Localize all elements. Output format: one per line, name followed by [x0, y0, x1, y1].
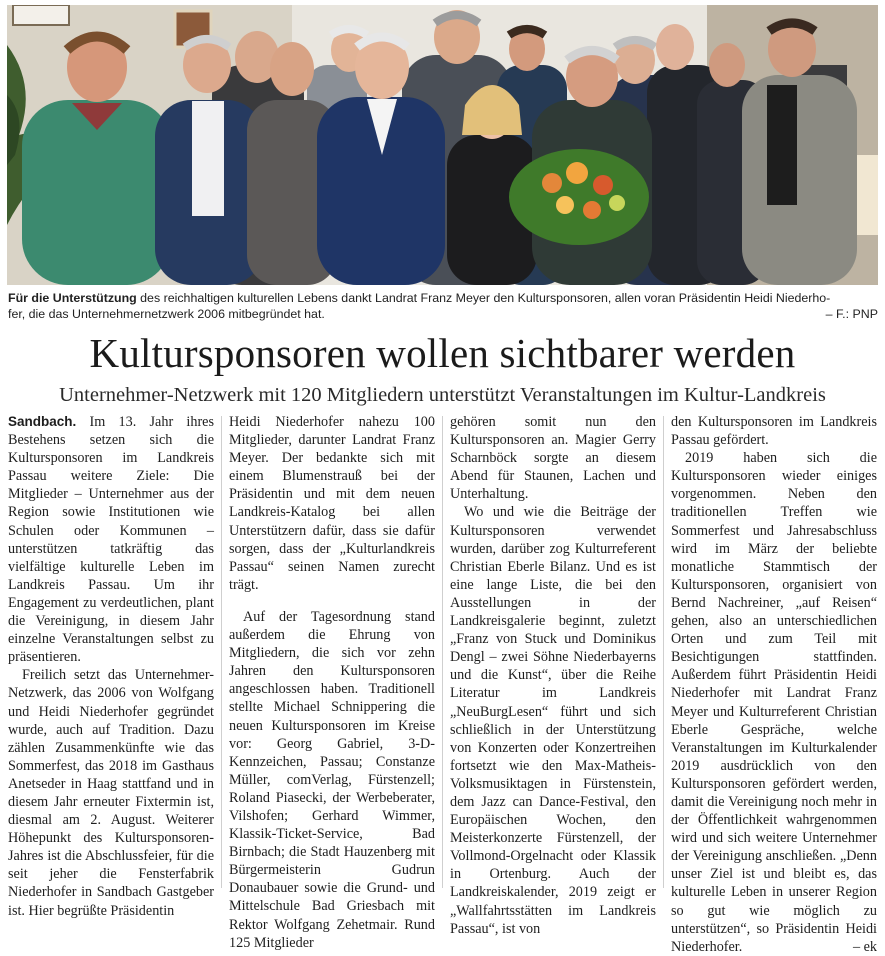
- group-photo-illustration: [7, 5, 878, 285]
- photo-credit: – F.: PNP: [825, 307, 878, 321]
- article-paragraph: [671, 449, 877, 956]
- paragraph-text: Im 13. Jahr ihres Bestehens setzen sich die Kultursponsoren im Landkreis Passau weitere Ziele: Die Mitglieder – Unternehmer aus der Region sowie Institutionen wie Schulen oder Kommunen – unterstützen tatkräftig das vielfältige kulturelle Leben im Landkreis Passau. Um ihr Engagement zu verdeutlichen, plant die Vereinigung, in diesem Jahr einzelne Veranstaltungen selbst zu präsentieren.: [8, 414, 215, 666]
- article-paragraph: [8, 413, 214, 666]
- article-column-2: [229, 413, 435, 952]
- article-paragraph: Auf der Tagesordnung stand außerdem die Ehrung von Mitgliedern, die sich vor zehn Jahren den Kultursponsoren angeschlossen haben. Traditionell stellte Michael Schnippering die neuen Kultursponsoren im Kreise vor: Georg Gabriel, 3-D-Kennzeichen, Passau; Constanze Müller, comVerlag, Fürstenzell; Roland Piasecki, der Werbeberater, Vilshofen; Gerhard Wimmer, Klassik-Ticket-Service, Bad Birnbach; die Stadt Hauzenberg mit Bürgermeisterin Gudrun Donaubauer sowie die Grund- und Mittelschule Bad Griesbach mit Rektor Wolfgang Zehetmair. Rund 125 Mitglieder: [229, 608, 435, 951]
- author-signature: – ek: [852, 938, 877, 955]
- column-rule: [663, 416, 664, 888]
- article-subheadline: Unternehmer-Netzwerk mit 120 Mitgliedern unterstützt Veranstaltungen im Kultur-Landkreis: [59, 384, 826, 406]
- article-paragraph: gehören somit nun den Kultursponsoren an. Magier Gerry Scharnböck sorgte an diesem Abend für Staunen, Lachen und Unterhaltung.: [450, 414, 656, 503]
- article-column-3: [450, 413, 656, 938]
- article-column-4: [671, 413, 877, 956]
- photo-caption: [8, 290, 878, 322]
- column-rule: [442, 416, 443, 888]
- paragraph-text: 2019 haben sich die Kultursponsoren wieder einiges vorgenommen. Neben den traditionellen Treffen wie Sommerfest und Jahresabschluss wird im März der beliebte monatliche Stammtisch der Kultursponsoren, organisiert von Bernd Nachreiner, „auf Reisen“ gehen, also an unterschiedlichen Orten und zum Teil mit Besichtigungen stattfinden. Außerdem führt Präsidentin Heidi Niederhofer mit Landrat Franz Meyer und Kulturreferent Christian Eberle Gespräche, welche Veranstaltungen im Kulturkalender 2019 ausdrücklich von den Kultursponsoren gefördert werden, damit die Vereinigung noch mehr in der Öffentlichkeit wahrgenommen wird und sich weitere Unternehmer der Vereinigung anschließen. „Denn unser Ziel ist und bleibt es, das kulturelle Leben in unserer Region so gut wie möglich zu unterstützen“, so Präsidentin Heidi Niederhofer.: [671, 450, 877, 955]
- article-paragraph: Heidi Niederhofer nahezu 100 Mitglieder, darunter Landrat Franz Meyer. Der bedankte sich mit einem Blumenstrauß bei der Präsidentin und mit dem neuen Landkreis-Katalog bei allen Unterstützern dafür, dass sie dafür sorgen, dass der „Kulturlandkreis Passau“ seinen Namen zurecht trägt.: [229, 414, 435, 593]
- caption-text-line2: fer, die das Unternehmernetzwerk 2006 mitbegründet hat.: [8, 307, 325, 321]
- caption-lead: Für die Unterstützung: [8, 291, 137, 305]
- article-dateline: Sandbach.: [8, 414, 77, 429]
- article-headline: Kultursponsoren wollen sichtbarer werden: [89, 330, 796, 376]
- group-photo: [7, 5, 878, 285]
- column-rule: [221, 416, 222, 888]
- flower-bouquet-icon: [509, 149, 649, 245]
- article-paragraph: Freilich setzt das Unternehmer-Netzwerk, das 2006 von Wolfgang und Heidi Niederhofer gegründet wurde, auch auf Tradition. Dazu zählen Zusammenkünfte wie das Sommerfest, das 2018 im Gasthaus Anetseder in Haag stattfand und in diesem Jahr erneuter Fixtermin ist, diesmal am 2. August. Weiterer Höhepunkt des Kultursponsoren-Jahres ist die Abschlussfeier, für die seit jeher die Fensterfabrik Niederhofer in Sandbach Gastgeber ist. Hier begrüßte Präsidentin: [8, 667, 214, 919]
- article-paragraph: den Kultursponsoren im Landkreis Passau gefördert.: [671, 414, 877, 449]
- article-paragraph: Wo und wie die Beiträge der Kultursponsoren verwendet wurden, darüber zog Kulturreferent Christian Eberle Bilanz. Und es ist eine lange Liste, die bei den Ausstellungen in der Landkreisgalerie beginnt, zuletzt „Franz von Stuck und Dominikus Dengl – zwei Söhne Niederbayerns und die Kunst“, über die Reihe Literatur im Landkreis „NeuBurgLesen“ führt und sich schließlich in der Unterstützung von Konzerten oder Konzertreihen fortsetzt wie den Max-Matheis-Volksmusiktagen in Fürstenstein, dem Jazz can Dance-Festival, den Europäischen Wochen, den Meisterkonzerte Fürstenzell, der Vollmond-Orgelnacht oder Klassik in Ortenburg. Auch der Landkreiskalender, 2019 zeigt er „Wallfahrtsstätten im Landkreis Passau“, ist von: [450, 504, 656, 937]
- caption-text-line1: des reichhaltigen kulturellen Lebens dankt Landrat Franz Meyer den Kultursponsoren, allen voran Präsidentin Heidi Niederho-: [136, 291, 831, 305]
- article-column-1: [8, 413, 214, 920]
